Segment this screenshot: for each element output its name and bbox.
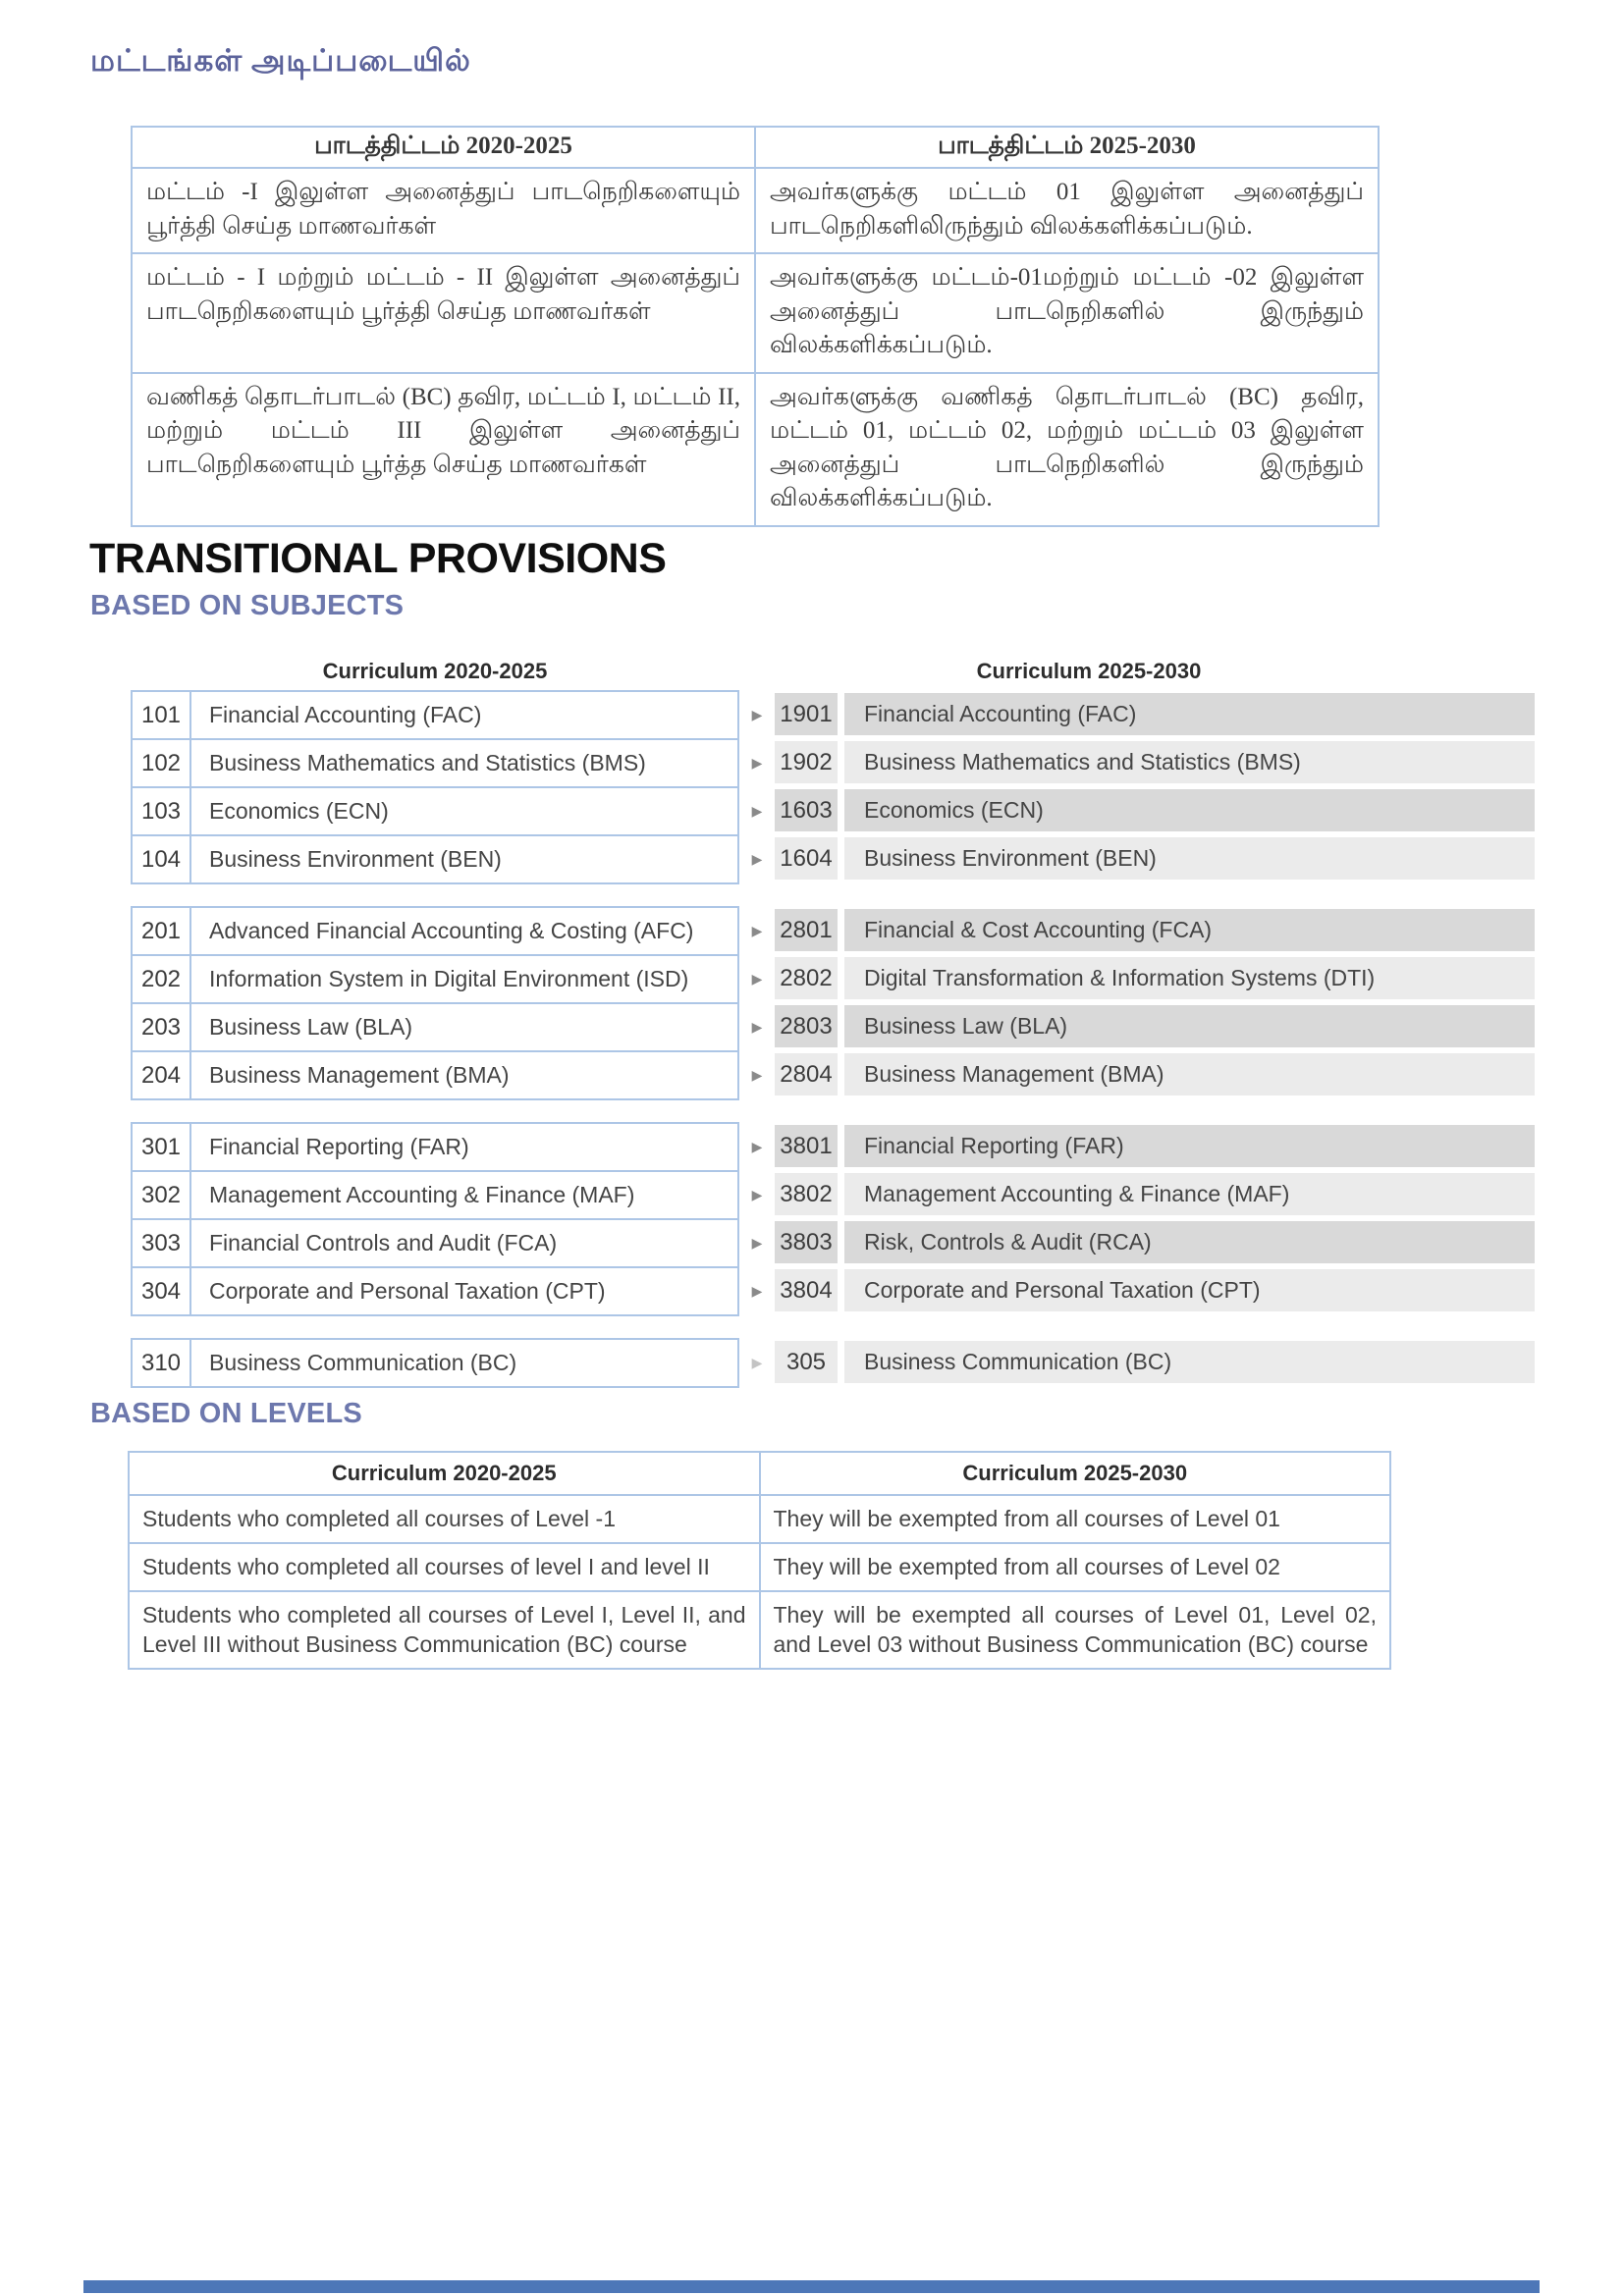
course-name-old: Business Mathematics and Statistics (BMS) bbox=[209, 750, 646, 775]
footer-bar bbox=[83, 2280, 1540, 2293]
mapping-arrows bbox=[739, 690, 775, 884]
course-code-new: 3802 bbox=[775, 1173, 838, 1215]
tamil-table-row bbox=[132, 168, 1379, 253]
course-name-new: Business Mathematics and Statistics (BMS) bbox=[844, 741, 1535, 783]
subject-row-new bbox=[775, 957, 1535, 999]
arrow-right-icon: ▶ bbox=[751, 1187, 763, 1202]
course-code-old: 304 bbox=[133, 1268, 191, 1314]
subjects-mapping-section bbox=[131, 659, 1535, 1410]
course-name-new: Business Communication (BC) bbox=[844, 1341, 1535, 1383]
subject-row-new bbox=[775, 1269, 1535, 1311]
subject-row-new bbox=[775, 1053, 1535, 1095]
subject-row-old bbox=[133, 786, 737, 834]
course-name-new: Business Law (BLA) bbox=[844, 1005, 1535, 1047]
curriculum-column-titles bbox=[131, 659, 1535, 690]
tamil-table-cell-old: மட்டம் -I இலுள்ள அனைத்துப் பாடநெறிகளையும் பூர்த்தி செய்த மாணவர்கள் bbox=[132, 168, 755, 253]
old-curriculum-table bbox=[131, 906, 739, 1100]
course-code-old: 101 bbox=[133, 692, 191, 738]
course-code-new: 2804 bbox=[775, 1053, 838, 1095]
tamil-levels-table bbox=[131, 126, 1380, 527]
curriculum-old-title: Curriculum 2020-2025 bbox=[322, 659, 548, 683]
arrow-right-icon: ▶ bbox=[751, 851, 763, 867]
old-curriculum-table bbox=[131, 1338, 739, 1388]
course-name-old: Financial Controls and Audit (FCA) bbox=[209, 1230, 558, 1255]
course-code-new: 1604 bbox=[775, 837, 838, 880]
subject-row-new bbox=[775, 789, 1535, 831]
course-code-old: 104 bbox=[133, 836, 191, 882]
arrow-right-icon: ▶ bbox=[751, 1019, 763, 1035]
mapping-arrows bbox=[739, 1122, 775, 1316]
arrow-right-icon: ▶ bbox=[751, 707, 763, 722]
levels-table bbox=[128, 1451, 1391, 1670]
subject-group bbox=[131, 1338, 1535, 1388]
old-curriculum-table bbox=[131, 690, 739, 884]
course-code-new: 1603 bbox=[775, 789, 838, 831]
page-title: TRANSITIONAL PROVISIONS bbox=[89, 535, 667, 582]
based-on-levels-heading: BASED ON LEVELS bbox=[90, 1398, 362, 1429]
levels-cell-new: They will be exempted all courses of Level 01, Level 02, and Level 03 without Business Communication (BC) course bbox=[760, 1591, 1391, 1670]
tamil-table-row bbox=[132, 373, 1379, 526]
subject-group bbox=[131, 690, 1535, 884]
levels-cell-new: They will be exempted from all courses of Level 02 bbox=[760, 1543, 1391, 1591]
subject-row-new bbox=[775, 1341, 1535, 1383]
new-curriculum-table bbox=[775, 1122, 1535, 1316]
levels-cell-old: Students who completed all courses of Level I, Level II, and Level III without Business Communication (BC) course bbox=[129, 1591, 760, 1670]
subject-row-old bbox=[133, 1218, 737, 1266]
subject-row-new bbox=[775, 909, 1535, 951]
course-name-new: Financial Reporting (FAR) bbox=[844, 1125, 1535, 1167]
arrow-right-icon: ▶ bbox=[751, 1139, 763, 1154]
course-name-old: Financial Accounting (FAC) bbox=[209, 702, 482, 727]
course-code-new: 305 bbox=[775, 1341, 838, 1383]
course-name-old: Business Communication (BC) bbox=[209, 1350, 517, 1375]
arrow-right-icon: ▶ bbox=[751, 971, 763, 987]
based-on-subjects-heading: BASED ON SUBJECTS bbox=[90, 590, 405, 621]
levels-cell-old: Students who completed all courses of Level -1 bbox=[129, 1495, 760, 1543]
levels-table-row bbox=[129, 1591, 1390, 1670]
mapping-arrows bbox=[739, 906, 775, 1100]
subject-row-new bbox=[775, 693, 1535, 735]
subject-row-old bbox=[133, 1340, 737, 1386]
course-name-old: Business Law (BLA) bbox=[209, 1014, 413, 1040]
levels-table-header-row bbox=[129, 1452, 1390, 1495]
course-name-old: Information System in Digital Environment (ISD) bbox=[209, 966, 689, 991]
course-name-new: Economics (ECN) bbox=[844, 789, 1535, 831]
course-code-new: 3801 bbox=[775, 1125, 838, 1167]
tamil-section-heading: மட்டங்கள் அடிப்படையில் bbox=[90, 43, 471, 78]
tamil-table-header-row bbox=[132, 127, 1379, 168]
subject-row-new bbox=[775, 1173, 1535, 1215]
course-name-new: Business Environment (BEN) bbox=[844, 837, 1535, 880]
course-code-old: 103 bbox=[133, 788, 191, 834]
new-curriculum-table bbox=[775, 1338, 1535, 1388]
arrow-right-icon: ▶ bbox=[751, 1355, 763, 1370]
subject-row-old bbox=[133, 1170, 737, 1218]
mapping-arrows bbox=[739, 1338, 775, 1388]
subject-row-old bbox=[133, 834, 737, 882]
course-code-new: 2801 bbox=[775, 909, 838, 951]
tamil-table-header-new: பாடத்திட்டம் 2025-2030 bbox=[755, 127, 1379, 168]
course-name-old: Economics (ECN) bbox=[209, 798, 389, 824]
arrow-right-icon: ▶ bbox=[751, 923, 763, 938]
tamil-table-header-old: பாடத்திட்டம் 2020-2025 bbox=[132, 127, 755, 168]
course-name-new: Digital Transformation & Information Systems (DTI) bbox=[844, 957, 1535, 999]
course-name-old: Financial Reporting (FAR) bbox=[209, 1134, 469, 1159]
course-name-new: Corporate and Personal Taxation (CPT) bbox=[844, 1269, 1535, 1311]
course-code-new: 1902 bbox=[775, 741, 838, 783]
course-code-new: 3803 bbox=[775, 1221, 838, 1263]
course-code-old: 203 bbox=[133, 1004, 191, 1050]
course-code-new: 3804 bbox=[775, 1269, 838, 1311]
subject-group bbox=[131, 1122, 1535, 1316]
tamil-table-row bbox=[132, 253, 1379, 373]
subject-group bbox=[131, 906, 1535, 1100]
course-name-new: Management Accounting & Finance (MAF) bbox=[844, 1173, 1535, 1215]
course-code-old: 202 bbox=[133, 956, 191, 1002]
subject-row-old bbox=[133, 1124, 737, 1170]
arrow-right-icon: ▶ bbox=[751, 755, 763, 771]
course-name-old: Advanced Financial Accounting & Costing (AFC) bbox=[209, 918, 694, 943]
course-name-new: Financial Accounting (FAC) bbox=[844, 693, 1535, 735]
subject-row-new bbox=[775, 741, 1535, 783]
course-code-old: 302 bbox=[133, 1172, 191, 1218]
subject-row-old bbox=[133, 1266, 737, 1314]
curriculum-new-title: Curriculum 2025-2030 bbox=[976, 659, 1202, 683]
course-code-old: 310 bbox=[133, 1340, 191, 1386]
tamil-table-cell-old: வணிகத் தொடர்பாடல் (BC) தவிர, மட்டம் I, மட்டம் II, மற்றும் மட்டம் III இலுள்ள அனைத்துப் பாடநெறிகளையும் பூர்த்த செய்த மாணவர்கள் bbox=[132, 373, 755, 526]
course-code-old: 201 bbox=[133, 908, 191, 954]
subject-row-new bbox=[775, 1125, 1535, 1167]
arrow-right-icon: ▶ bbox=[751, 803, 763, 819]
subject-row-old bbox=[133, 692, 737, 738]
levels-table-header-old: Curriculum 2020-2025 bbox=[129, 1452, 760, 1495]
course-name-old: Business Management (BMA) bbox=[209, 1062, 510, 1088]
levels-cell-old: Students who completed all courses of level I and level II bbox=[129, 1543, 760, 1591]
subject-row-old bbox=[133, 1002, 737, 1050]
new-curriculum-table bbox=[775, 906, 1535, 1100]
old-curriculum-table bbox=[131, 1122, 739, 1316]
subject-row-old bbox=[133, 1050, 737, 1098]
tamil-table-cell-new: அவர்களுக்கு மட்டம் 01 இலுள்ள அனைத்துப் பாடநெறிகளிலிருந்தும் விலக்களிக்கப்படும். bbox=[755, 168, 1379, 253]
new-curriculum-table bbox=[775, 690, 1535, 884]
course-code-old: 303 bbox=[133, 1220, 191, 1266]
levels-cell-new: They will be exempted from all courses of Level 01 bbox=[760, 1495, 1391, 1543]
arrow-right-icon: ▶ bbox=[751, 1235, 763, 1251]
subject-row-old bbox=[133, 738, 737, 786]
arrow-right-icon: ▶ bbox=[751, 1067, 763, 1083]
course-name-new: Financial & Cost Accounting (FCA) bbox=[844, 909, 1535, 951]
subject-row-old bbox=[133, 954, 737, 1002]
subject-row-old bbox=[133, 908, 737, 954]
levels-table-header-new: Curriculum 2025-2030 bbox=[760, 1452, 1391, 1495]
course-name-old: Corporate and Personal Taxation (CPT) bbox=[209, 1278, 606, 1304]
levels-table-row bbox=[129, 1543, 1390, 1591]
subject-row-new bbox=[775, 1005, 1535, 1047]
subject-row-new bbox=[775, 837, 1535, 880]
course-code-new: 1901 bbox=[775, 693, 838, 735]
course-code-old: 102 bbox=[133, 740, 191, 786]
arrow-right-icon: ▶ bbox=[751, 1283, 763, 1299]
levels-table-row bbox=[129, 1495, 1390, 1543]
course-code-old: 301 bbox=[133, 1124, 191, 1170]
course-code-new: 2802 bbox=[775, 957, 838, 999]
tamil-table-cell-new: அவர்களுக்கு மட்டம்-01மற்றும் மட்டம் -02 இலுள்ள அனைத்துப் பாடநெறிகளில் இருந்தும் விலக்களிக்கப்படும். bbox=[755, 253, 1379, 373]
course-code-old: 204 bbox=[133, 1052, 191, 1098]
tamil-table-cell-new: அவர்களுக்கு வணிகத் தொடர்பாடல் (BC) தவிர, மட்டம் 01, மட்டம் 02, மற்றும் மட்டம் 03 இலுள்ள அனைத்துப் பாடநெறிகளில் இருந்தும் விலக்களிக்கப்படும். bbox=[755, 373, 1379, 526]
course-name-old: Management Accounting & Finance (MAF) bbox=[209, 1182, 635, 1207]
course-name-old: Business Environment (BEN) bbox=[209, 846, 502, 872]
course-name-new: Business Management (BMA) bbox=[844, 1053, 1535, 1095]
course-code-new: 2803 bbox=[775, 1005, 838, 1047]
subject-row-new bbox=[775, 1221, 1535, 1263]
course-name-new: Risk, Controls & Audit (RCA) bbox=[844, 1221, 1535, 1263]
tamil-table-cell-old: மட்டம் - I மற்றும் மட்டம் - II இலுள்ள அனைத்துப் பாடநெறிகளையும் பூர்த்தி செய்த மாணவர்கள் bbox=[132, 253, 755, 373]
